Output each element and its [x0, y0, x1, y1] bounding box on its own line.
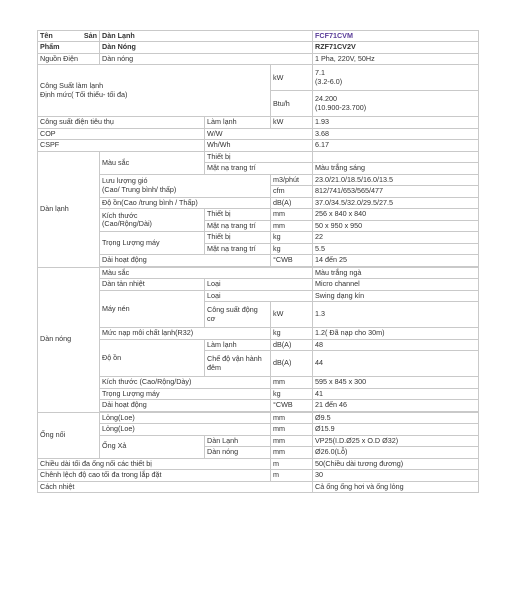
piping-section-label: Ống nối	[38, 412, 100, 458]
piping-gas-value: Ø15.9	[313, 424, 479, 435]
outdoor-noise-night-value: 44	[313, 351, 479, 377]
table-row	[38, 65, 479, 91]
outdoor-comp-label: Máy nén	[100, 290, 205, 327]
table-row	[38, 174, 479, 185]
indoor-airflow-unit-2: cfm	[271, 186, 313, 197]
outdoor-range-label: Dải hoạt động	[100, 400, 271, 411]
outdoor-refrigerant-value: 1.2( Đã nạp cho 30m)	[313, 328, 479, 339]
max-height-unit: m	[271, 470, 313, 481]
cop-unit: W/W	[205, 128, 313, 139]
table-row	[38, 197, 479, 208]
table-row	[38, 400, 479, 411]
outdoor-dims-label: Kích thước (Cao/Rộng/Dày)	[100, 377, 271, 388]
outdoor-range-value: 21 đến 46	[313, 400, 479, 411]
indoor-weight-panel-unit: kg	[271, 243, 313, 254]
indoor-dims-label: Kích thước (Cao/Rộng/Dài)	[100, 209, 205, 232]
outdoor-range-unit: °CWB	[271, 400, 313, 411]
outdoor-noise-cool-unit: dB(A)	[271, 339, 313, 350]
outdoor-dims-value: 595 x 845 x 300	[313, 377, 479, 388]
indoor-range-label: Dải hoạt động	[100, 255, 271, 266]
table-row	[38, 339, 479, 350]
outdoor-weight-label: Trọng Lượng máy	[100, 388, 271, 399]
power-sub: Dàn nóng	[100, 53, 313, 64]
indoor-panel-color: Màu trắng sáng	[313, 163, 479, 174]
outdoor-comp-power-unit: kW	[271, 302, 313, 328]
piping-drain-outdoor-value: Ø26.0(Lỗ)	[313, 447, 479, 458]
outdoor-comp-power: Công suất động cơ	[205, 302, 271, 328]
power-consumption-value: 1.93	[313, 117, 479, 128]
indoor-dims-panel-unit: mm	[271, 220, 313, 231]
table-row	[38, 388, 479, 399]
max-length-value: 50(Chiều dài tương đương)	[313, 458, 479, 469]
cop-label: COP	[38, 128, 205, 139]
power-consumption-unit: kW	[271, 117, 313, 128]
outdoor-color-value: Màu trắng ngà	[313, 267, 479, 278]
cspf-value: 6.17	[313, 140, 479, 151]
power-label: Nguồn Điện	[38, 53, 100, 64]
indoor-dims-panel-value: 50 x 950 x 950	[313, 220, 479, 231]
indoor-weight-device-unit: kg	[271, 232, 313, 243]
piping-drain-outdoor-unit: mm	[271, 447, 313, 458]
table-row	[38, 279, 479, 290]
table-row	[38, 117, 479, 128]
max-height-label: Chênh lệch độ cao tối đa trong lắp đặt	[38, 470, 271, 481]
indoor-dims-panel: Mặt nạ trang trí	[205, 220, 271, 231]
indoor-device-label: Thiết bị	[205, 151, 313, 162]
outdoor-noise-night-unit: dB(A)	[271, 351, 313, 377]
table-row	[38, 328, 479, 339]
outdoor-hx-type: Loại	[205, 279, 313, 290]
outdoor-weight-unit: kg	[271, 388, 313, 399]
outdoor-unit-label: Dàn Nóng	[100, 42, 313, 53]
indoor-noise-label: Độ ồn(Cao /trung bình / Thấp)	[100, 197, 271, 208]
indoor-device-color	[313, 151, 479, 162]
spec-table-wrapper	[37, 30, 478, 493]
indoor-dims-device: Thiết bị	[205, 209, 271, 220]
table-row	[38, 470, 479, 481]
table-row	[38, 128, 479, 139]
outdoor-model: RZF71CV2V	[313, 42, 479, 53]
indoor-panel-label: Mặt nạ trang trí	[205, 163, 313, 174]
max-length-label: Chiều dài tối đa ống nối các thiết bị	[38, 458, 271, 469]
cooling-kw-unit: kW	[271, 65, 313, 91]
table-row	[38, 435, 479, 446]
indoor-model: FCF71CVM	[313, 31, 479, 42]
product-name-label: Tên Sản	[38, 31, 100, 42]
indoor-airflow-unit-1: m3/phút	[271, 174, 313, 185]
indoor-dims-device-unit: mm	[271, 209, 313, 220]
piping-drain-indoor-value: VP25(I.D.Ø25 x O.D Ø32)	[313, 435, 479, 446]
indoor-range-unit: °CWB	[271, 255, 313, 266]
table-row	[38, 290, 479, 301]
header-row-outdoor	[38, 42, 479, 53]
cooling-kw-value: 7.1 (3.2-6.0)	[313, 65, 479, 91]
table-row	[38, 481, 479, 492]
piping-liquid-label: Lỏng(Loe)	[100, 412, 271, 423]
indoor-weight-panel-value: 5.5	[313, 243, 479, 254]
indoor-section-label: Dàn lạnh	[38, 151, 100, 267]
table-row	[38, 140, 479, 151]
max-length-unit: m	[271, 458, 313, 469]
table-row	[38, 232, 479, 243]
insulation-value: Cả ống ống hơi và ống lỏng	[313, 481, 479, 492]
power-consumption-mode: Làm lạnh	[205, 117, 271, 128]
outdoor-dims-unit: mm	[271, 377, 313, 388]
cooling-btu-unit: Btu/h	[271, 91, 313, 117]
power-consumption-label: Công suất điện tiêu thụ	[38, 117, 205, 128]
outdoor-section-label: Dàn nóng	[38, 267, 100, 412]
outdoor-hx-value: Micro channel	[313, 279, 479, 290]
piping-liquid-unit: mm	[271, 412, 313, 423]
outdoor-noise-cool-value: 48	[313, 339, 479, 350]
header-row-indoor	[38, 31, 479, 42]
indoor-airflow-label: Lưu lượng gió (Cao/ Trung bình/ thấp)	[100, 174, 271, 197]
indoor-range-value: 14 đến 25	[313, 255, 479, 266]
outdoor-refrigerant-label: Mức nạp môi chất lạnh(R32)	[100, 328, 271, 339]
cooling-capacity-label: Công Suất làm lạnh Định mức( Tối thiểu- tối đa)	[38, 65, 271, 117]
table-row	[38, 377, 479, 388]
indoor-weight-device: Thiết bị	[205, 232, 271, 243]
max-height-value: 30	[313, 470, 479, 481]
table-row	[38, 255, 479, 266]
piping-drain-indoor-unit: mm	[271, 435, 313, 446]
indoor-noise-unit: dB(A)	[271, 197, 313, 208]
outdoor-noise-label: Độ ồn	[100, 339, 205, 376]
outdoor-refrigerant-unit: kg	[271, 328, 313, 339]
outdoor-comp-type-value: Swing dạng kín	[313, 290, 479, 301]
indoor-airflow-value-1: 23.0/21.0/18.5/16.0/13.5	[313, 174, 479, 185]
cop-value: 3.68	[313, 128, 479, 139]
table-row	[38, 412, 479, 423]
piping-gas-unit: mm	[271, 424, 313, 435]
piping-gas-label: Lỏng(Loe)	[100, 424, 271, 435]
piping-liquid-value: Ø9.5	[313, 412, 479, 423]
indoor-weight-label: Trọng Lượng máy	[100, 232, 205, 255]
indoor-weight-device-value: 22	[313, 232, 479, 243]
indoor-dims-device-value: 256 x 840 x 840	[313, 209, 479, 220]
outdoor-hx-label: Dàn tản nhiệt	[100, 279, 205, 290]
indoor-color-label: Màu sắc	[100, 151, 205, 174]
outdoor-noise-night: Chế độ vận hành đêm	[205, 351, 271, 377]
table-row	[38, 267, 479, 278]
insulation-label: Cách nhiệt	[38, 481, 313, 492]
table-row	[38, 53, 479, 64]
table-row	[38, 151, 479, 162]
table-row	[38, 424, 479, 435]
cspf-unit: Wh/Wh	[205, 140, 313, 151]
outdoor-weight-value: 41	[313, 388, 479, 399]
indoor-unit-label: Dàn Lạnh	[100, 31, 313, 42]
outdoor-comp-power-value: 1.3	[313, 302, 479, 328]
cspf-label: CSPF	[38, 140, 205, 151]
outdoor-comp-type: Loại	[205, 290, 313, 301]
product-name-label-2: Phẩm	[38, 42, 100, 53]
piping-drain-label: Ống Xả	[100, 435, 205, 458]
piping-drain-indoor: Dàn Lạnh	[205, 435, 271, 446]
table-row	[38, 209, 479, 220]
spec-table	[37, 30, 479, 493]
indoor-airflow-value-2: 812/741/653/565/477	[313, 186, 479, 197]
indoor-noise-value: 37.0/34.5/32.0/29.5/27.5	[313, 197, 479, 208]
cooling-btu-value: 24.200 (10.900-23.700)	[313, 91, 479, 117]
power-value: 1 Pha, 220V, 50Hz	[313, 53, 479, 64]
indoor-weight-panel: Mặt nạ trang trí	[205, 243, 271, 254]
piping-drain-outdoor: Dàn nóng	[205, 447, 271, 458]
outdoor-color-label: Màu sắc	[100, 267, 313, 278]
table-row	[38, 458, 479, 469]
outdoor-noise-cool: Làm lạnh	[205, 339, 271, 350]
